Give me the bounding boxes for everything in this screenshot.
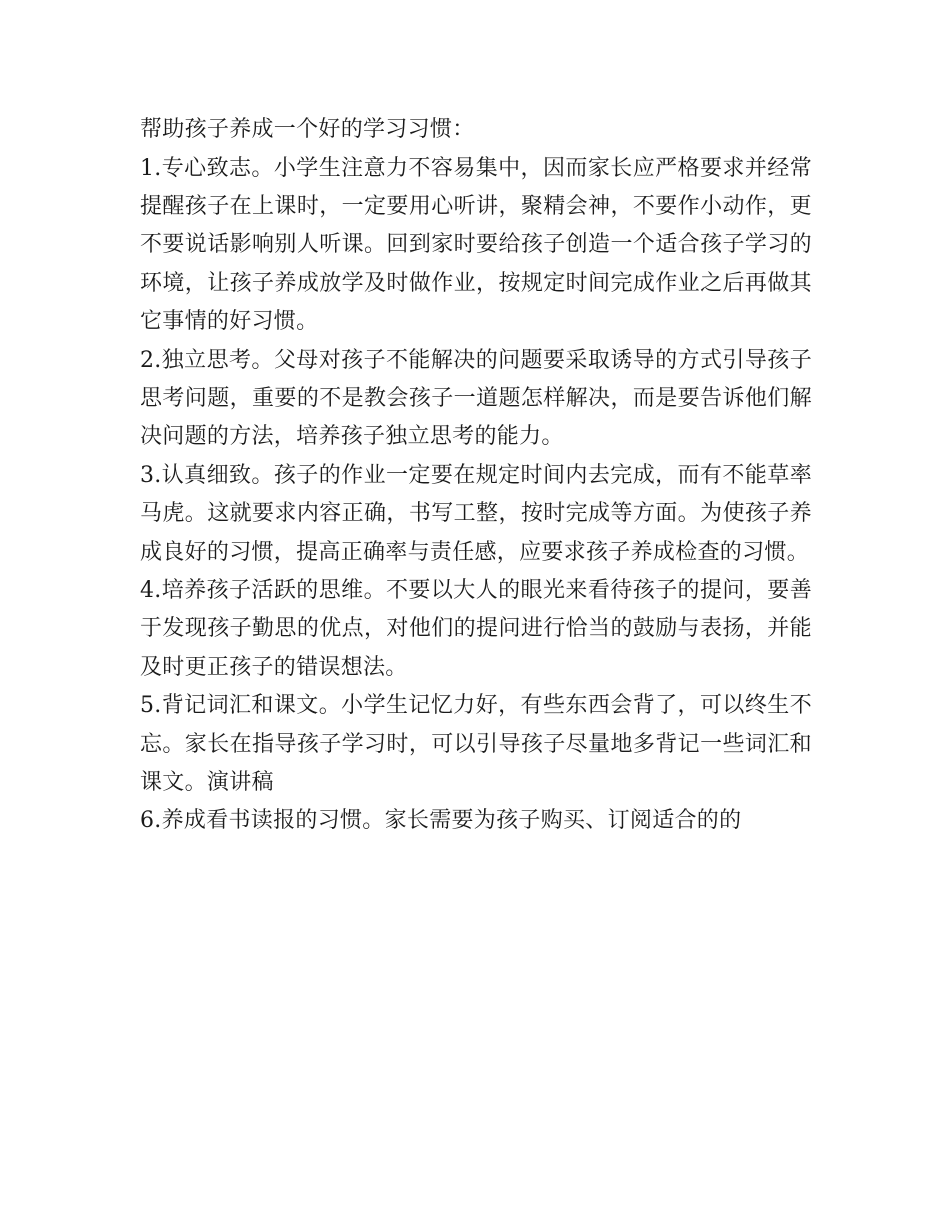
paragraph-1-concentration: 1.专心致志。小学生注意力不容易集中，因而家长应严格要求并经常提醒孩子在上课时，一定要用心听讲，聚精会神，不要作小动作，更不要说话影响别人听课。回到家时要给孩子创造一个适合孩子学习的环境，让孩子养成放学及时做作业，按规定时间完成作业之后再做其它事情的好习惯。 <box>140 155 812 335</box>
paragraph-5-memorization: 5.背记词汇和课文。小学生记忆力好，有些东西会背了，可以终生不忘。家长在指导孩子学习时，可以引导孩子尽量地多背记一些词汇和课文。演讲稿 <box>140 693 812 796</box>
paragraph-3-carefulness: 3.认真细致。孩子的作业一定要在规定时间内去完成，而有不能草率马虎。这就要求内容正确，书写工整，按时完成等方面。为使孩子养成良好的习惯，提高正确率与责任感，应要求孩子养成检查的习惯。 <box>140 462 812 565</box>
paragraph-4-active-thinking: 4.培养孩子活跃的思维。不要以大人的眼光来看待孩子的提问，要善于发现孩子勤思的优点，对他们的提问进行恰当的鼓励与表扬，并能及时更正孩子的错误想法。 <box>140 577 812 680</box>
document-body <box>140 111 812 841</box>
document-heading: 帮助孩子养成一个好的学习习惯： <box>140 117 475 142</box>
paragraph-6-reading-habit: 6.养成看书读报的习惯。家长需要为孩子购买、订阅适合的的 <box>140 808 742 834</box>
paragraph-2-independent-thinking: 2.独立思考。父母对孩子不能解决的问题要采取诱导的方式引导孩子思考问题，重要的不是教会孩子一道题怎样解决，而是要告诉他们解决问题的方法，培养孩子独立思考的能力。 <box>140 347 812 450</box>
